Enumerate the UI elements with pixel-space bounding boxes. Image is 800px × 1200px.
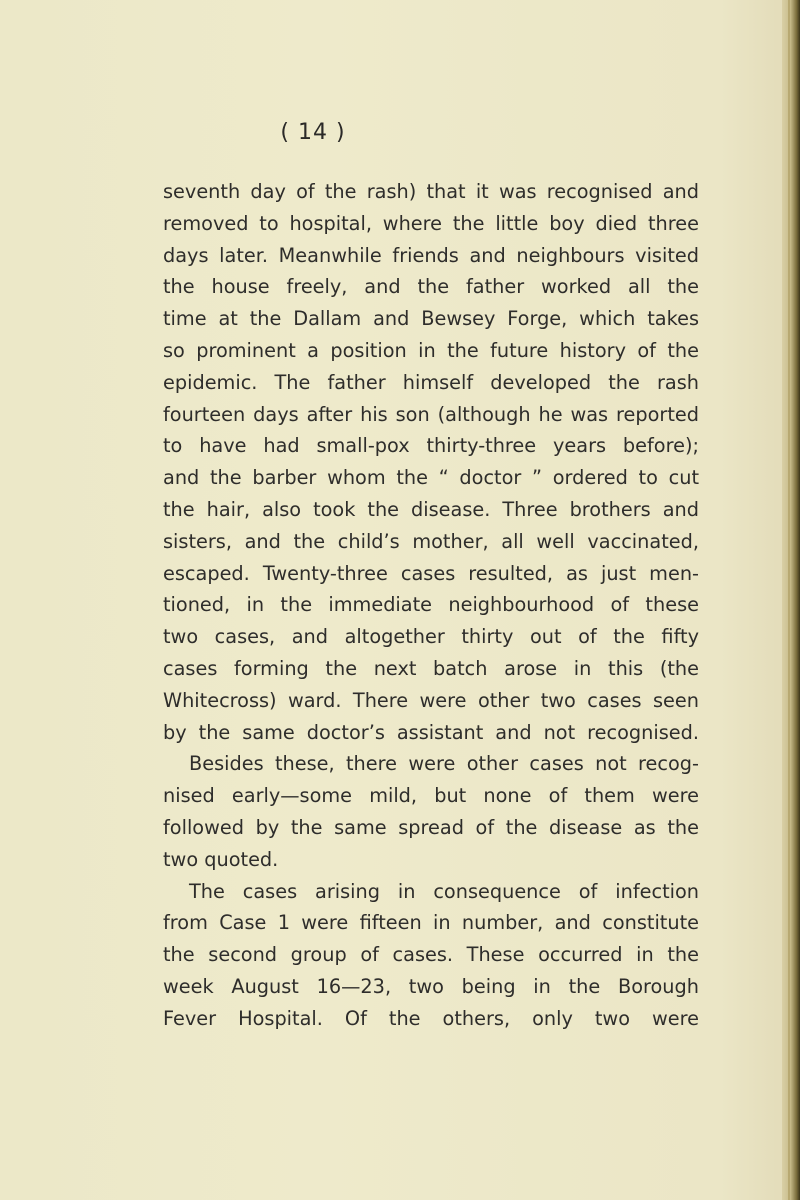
text-line: seventh day of the rash) that it was recognised and [163, 180, 699, 203]
text-line: epidemic. The father himself developed the rash [163, 370, 699, 394]
text-line: by the same doctor’s assistant and not recognised. [163, 720, 699, 744]
text-line: the house freely, and the father worked all the [163, 275, 699, 299]
text-line: fourteen days after his son (although he was reported [163, 402, 699, 426]
text-line: Besides these, there were other cases not recog- [189, 752, 699, 776]
text-line: Whitecross) ward. There were other two cases seen [163, 688, 699, 712]
text-line: The cases arising in consequence of infection [189, 879, 699, 903]
text-line: so prominent a position in the future history of the [163, 338, 699, 362]
text-line: to have had small-pox thirty-three years before); [163, 434, 699, 458]
text-line: days later. Meanwhile friends and neighbours visited [163, 243, 699, 267]
text-line: removed to hospital, where the little boy died three [163, 211, 699, 235]
text-line: two cases, and altogether thirty out of the fifty [163, 625, 699, 649]
text-line: nised early—some mild, but none of them were [163, 784, 699, 808]
text-line: sisters, and the child’s mother, all well vaccinated, [163, 529, 699, 553]
book-spine-edge [782, 0, 800, 1200]
text-line: the second group of cases. These occurred in the [163, 943, 699, 967]
text-line: Fever Hospital. Of the others, only two were [163, 1006, 699, 1030]
text-line: followed by the same spread of the disease as the [163, 815, 699, 839]
text-line: and the barber whom the “ doctor ” ordered to cut [163, 466, 699, 490]
page-number: ( 14 ) [280, 120, 346, 145]
body-text [163, 176, 699, 1035]
text-line: cases forming the next batch arose in this (the [163, 656, 699, 680]
text-line: tioned, in the immediate neighbourhood of these [163, 593, 699, 617]
text-line: escaped. Twenty-three cases resulted, as just men- [163, 561, 699, 585]
text-line: the hair, also took the disease. Three brothers and [163, 497, 699, 521]
text-line: from Case 1 were fifteen in number, and constitute [163, 911, 699, 935]
text-line: two quoted. [163, 847, 279, 871]
page-edge-line [788, 0, 790, 1200]
text-line: time at the Dallam and Bewsey Forge, which takes [163, 307, 699, 331]
text-line: week August 16—23, two being in the Borough [163, 974, 699, 998]
